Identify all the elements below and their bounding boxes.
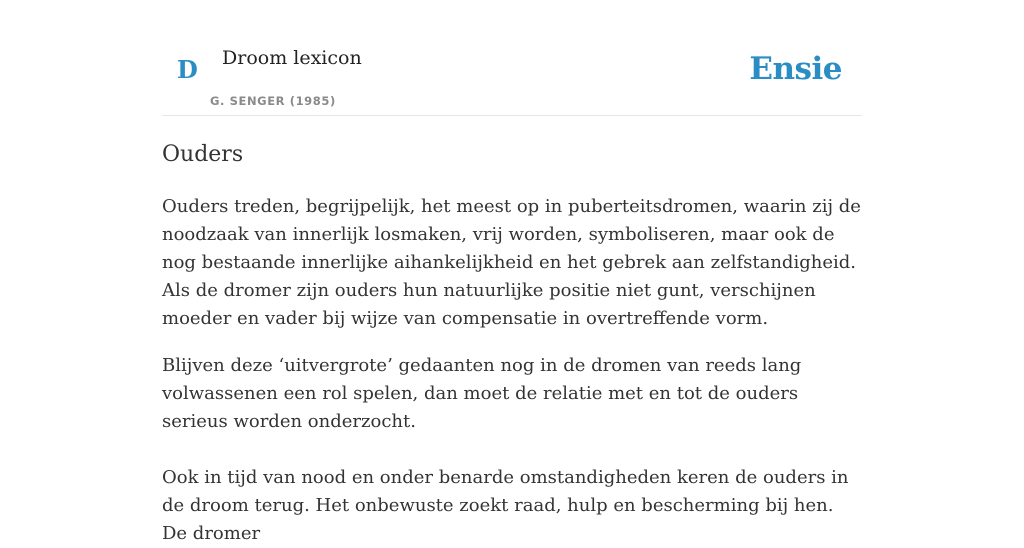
entry-paragraph: Ook in tijd van nood en onder benarde omstandigheden keren de ouders in de droom terug. Het onbewuste zoekt raad, hulp en bescherming bij hen. De dromer [162, 467, 849, 544]
entry-body [162, 193, 862, 548]
book-title-link[interactable]: Droom lexicon [222, 47, 362, 69]
page [162, 0, 862, 544]
book-logo-letter[interactable]: D [177, 55, 198, 84]
entry-title: Ouders [162, 142, 244, 167]
header [162, 0, 862, 116]
book-author: G. SENGER (1985) [210, 94, 336, 108]
ensie-logo-link[interactable]: Ensie [749, 51, 842, 87]
entry-paragraph: Blijven deze ‘uitvergrote’ gedaanten nog in de dromen van reeds lang volwassenen een rol spelen, dan moet de relatie met en tot de ouders serieus worden onderzocht. [162, 355, 802, 432]
entry-paragraph: Ouders treden, begrijpelijk, het meest op in puberteitsdromen, waarin zij de noodzaak van innerlijk losmaken, vrij worden, symboliseren, maar ook de nog bestaande innerlijke aihankelijkheid en het gebrek aan zelfstandigheid. Als de dromer zijn ouders hun natuurlijke positie niet gunt, verschijnen moeder en vader bij wijze van compensatie in overtreffende vorm. [162, 196, 861, 329]
